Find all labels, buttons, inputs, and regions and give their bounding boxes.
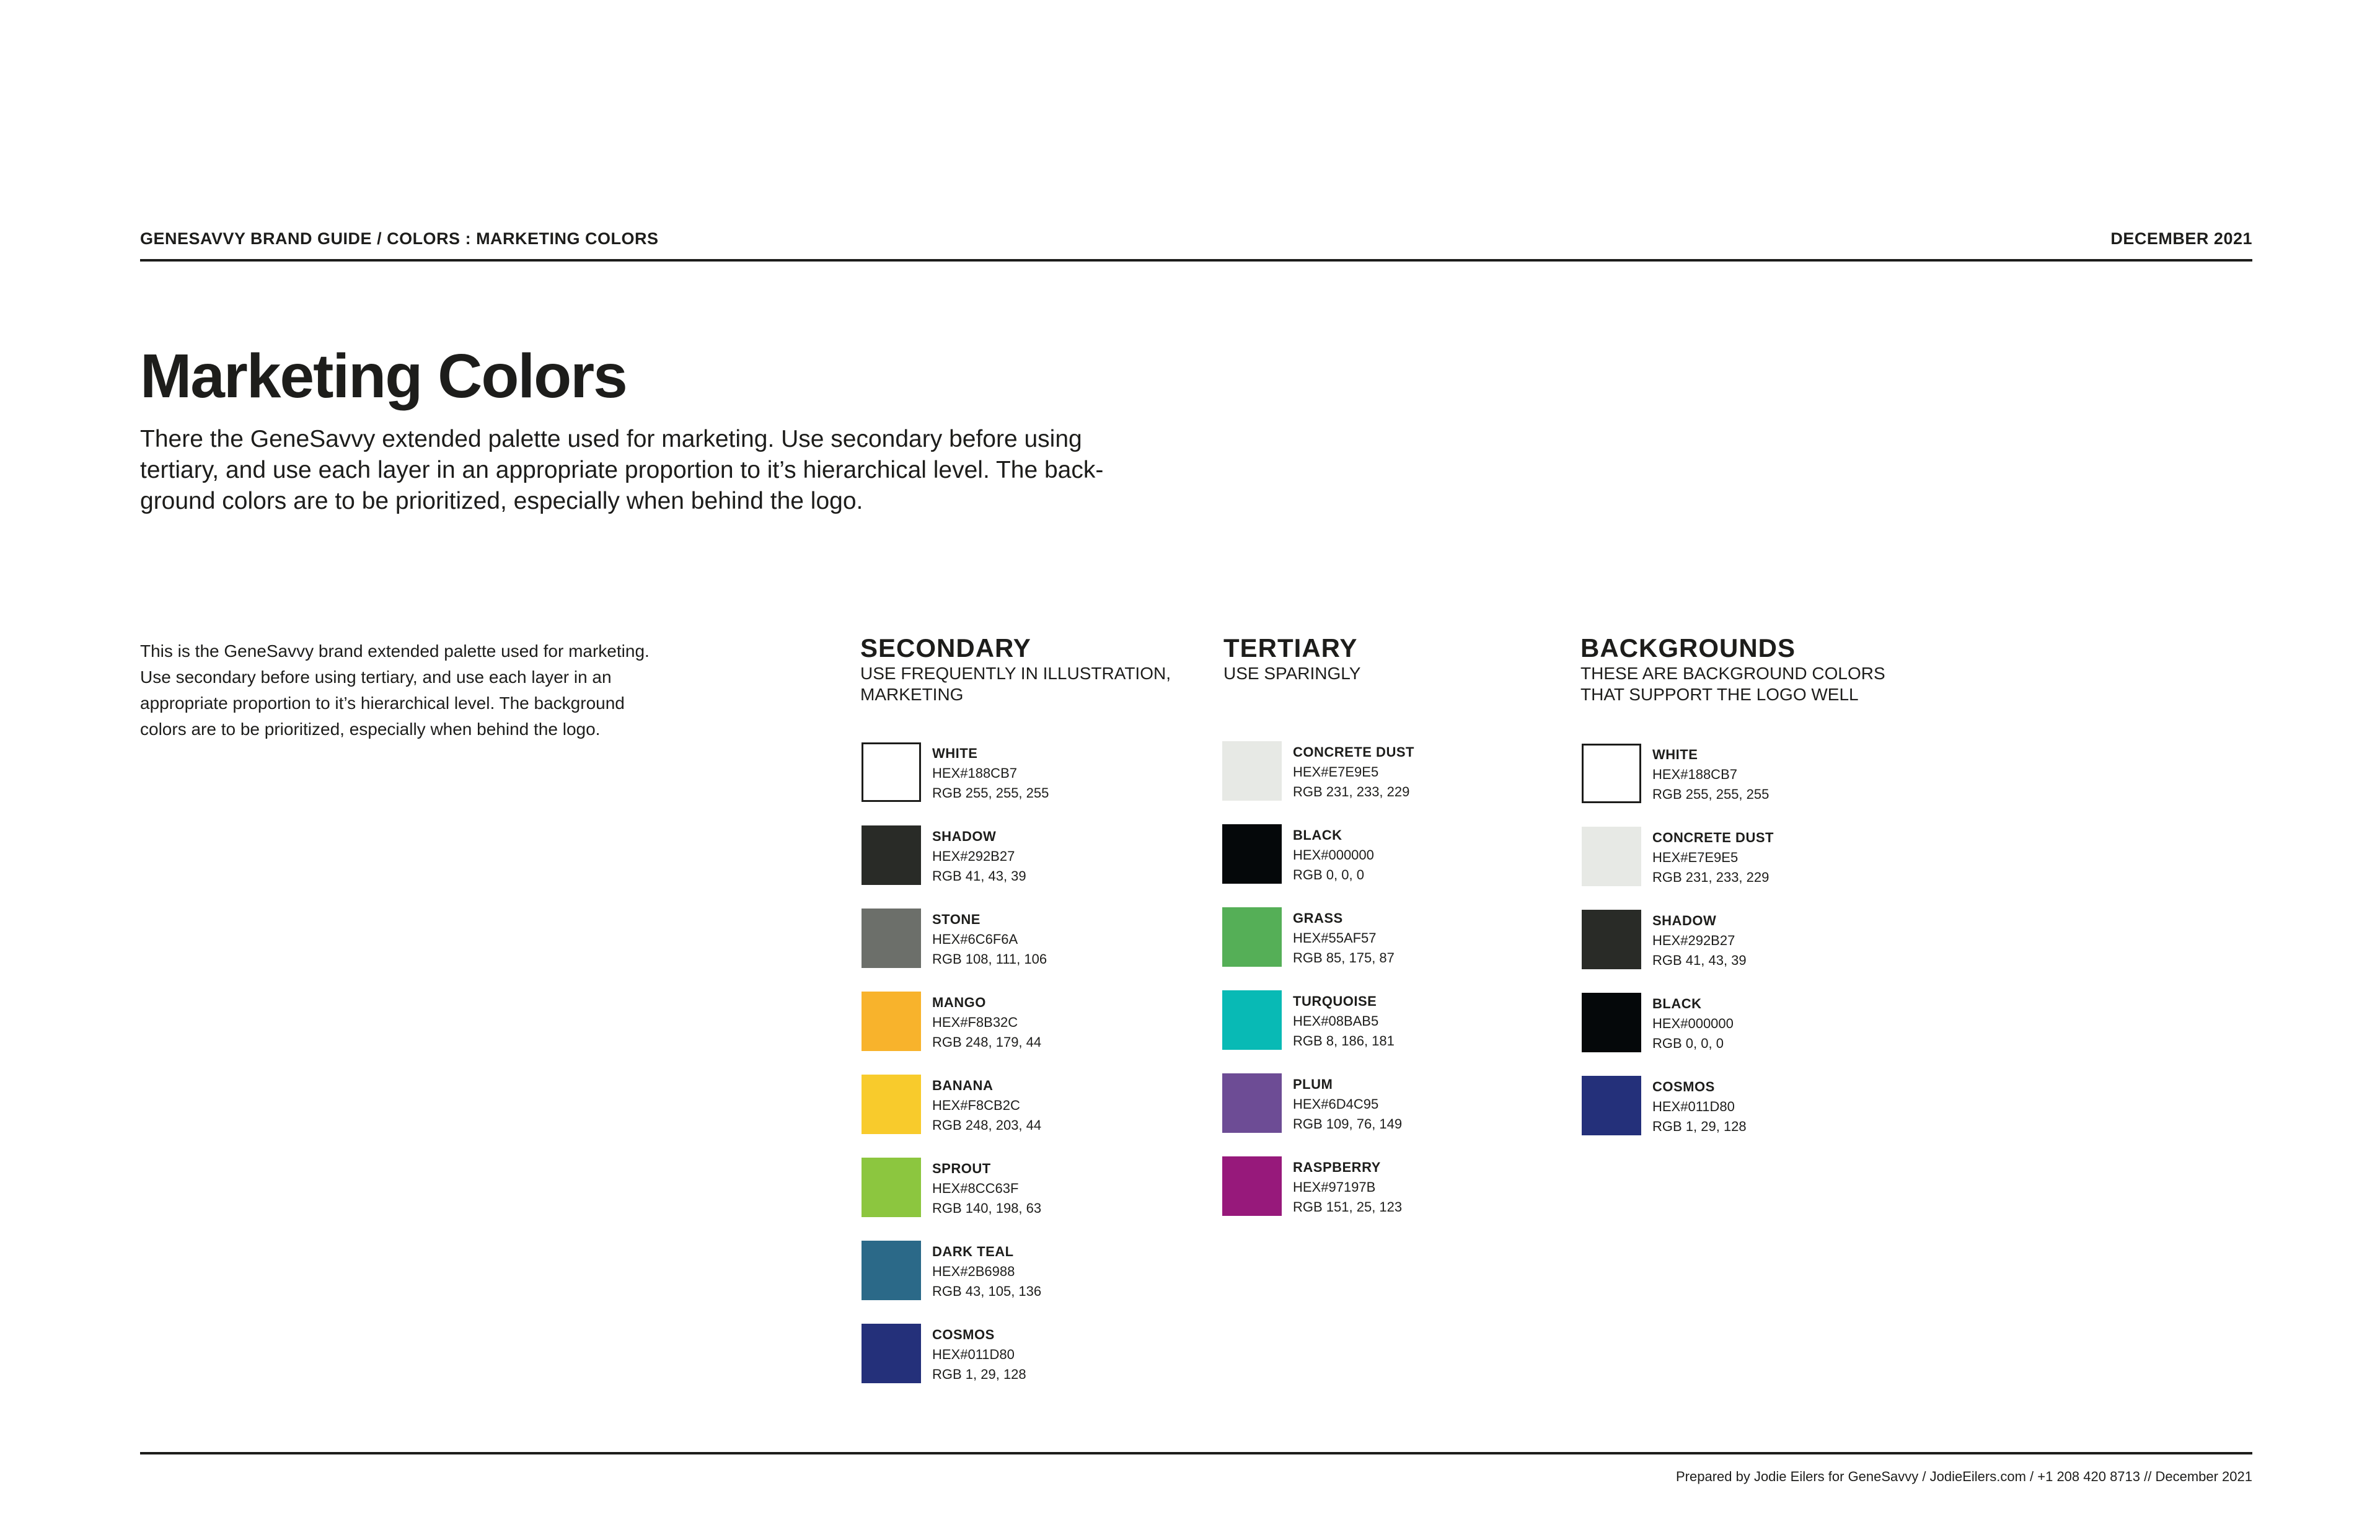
color-swatch-item bbox=[1582, 827, 1929, 889]
color-hex: HEX#08BAB5 bbox=[1293, 1013, 1379, 1029]
color-swatch-item bbox=[1582, 910, 1929, 972]
color-swatch bbox=[862, 1158, 921, 1217]
color-swatch-item bbox=[862, 1075, 1209, 1137]
color-swatch bbox=[862, 742, 921, 802]
color-rgb: RGB 0, 0, 0 bbox=[1293, 867, 1364, 882]
color-name: BANANA bbox=[932, 1078, 994, 1093]
color-swatch bbox=[1582, 1076, 1641, 1135]
color-name: WHITE bbox=[1652, 747, 1698, 762]
color-info bbox=[1293, 1158, 1402, 1217]
group-subtitle: THESE ARE BACKGROUND COLORS bbox=[1580, 664, 1885, 683]
color-name: TURQUOISE bbox=[1293, 993, 1377, 1009]
group-subtitle: MARKETING bbox=[860, 685, 964, 704]
color-info bbox=[932, 993, 1041, 1052]
group-subtitle: THAT SUPPORT THE LOGO WELL bbox=[1580, 685, 1859, 704]
color-rgb: RGB 1, 29, 128 bbox=[932, 1366, 1026, 1382]
color-info bbox=[932, 910, 1047, 969]
color-swatch-item bbox=[862, 825, 1209, 887]
color-info bbox=[932, 1076, 1041, 1135]
backgrounds-group bbox=[1580, 633, 1885, 705]
footer-divider bbox=[140, 1452, 2252, 1454]
color-info bbox=[932, 1242, 1041, 1301]
color-hex: HEX#2B6988 bbox=[932, 1264, 1015, 1279]
color-hex: HEX#188CB7 bbox=[932, 765, 1017, 781]
color-name: MANGO bbox=[932, 995, 986, 1010]
color-swatch-item bbox=[862, 1241, 1209, 1303]
color-rgb: RGB 108, 111, 106 bbox=[932, 951, 1047, 967]
color-rgb: RGB 1, 29, 128 bbox=[1652, 1119, 1747, 1134]
color-rgb: RGB 255, 255, 255 bbox=[932, 785, 1049, 801]
color-name: SHADOW bbox=[1652, 913, 1717, 928]
color-swatch bbox=[1222, 1156, 1282, 1216]
color-name: SPROUT bbox=[932, 1161, 991, 1176]
color-hex: HEX#6D4C95 bbox=[1293, 1096, 1379, 1112]
color-swatch bbox=[862, 1324, 921, 1383]
header-date: DECEMBER 2021 bbox=[2110, 229, 2252, 248]
group-title: TERTIARY bbox=[1223, 633, 1358, 662]
color-swatch-item bbox=[1582, 993, 1929, 1055]
color-swatch bbox=[1222, 741, 1282, 801]
color-swatch bbox=[862, 909, 921, 968]
color-name: DARK TEAL bbox=[932, 1244, 1014, 1259]
color-swatch-item bbox=[1582, 744, 1929, 806]
color-swatch-item bbox=[862, 1158, 1209, 1220]
color-rgb: RGB 231, 233, 229 bbox=[1293, 784, 1410, 799]
color-swatch-item bbox=[1222, 824, 1569, 886]
color-swatch bbox=[1582, 827, 1641, 886]
color-rgb: RGB 41, 43, 39 bbox=[932, 868, 1026, 884]
color-name: GRASS bbox=[1293, 910, 1343, 926]
color-info bbox=[1652, 745, 1769, 804]
color-name: BLACK bbox=[1293, 827, 1342, 843]
color-name: BLACK bbox=[1652, 996, 1702, 1011]
color-hex: HEX#55AF57 bbox=[1293, 930, 1377, 946]
color-name: WHITE bbox=[932, 746, 978, 761]
color-name: CONCRETE DUST bbox=[1293, 744, 1414, 760]
color-rgb: RGB 248, 179, 44 bbox=[932, 1034, 1042, 1050]
color-info bbox=[932, 1159, 1041, 1218]
color-rgb: RGB 85, 175, 87 bbox=[1293, 950, 1395, 966]
color-name: RASPBERRY bbox=[1293, 1159, 1381, 1175]
color-swatch-item bbox=[862, 742, 1209, 804]
color-info bbox=[1293, 825, 1374, 885]
color-swatch bbox=[1222, 990, 1282, 1050]
color-hex: HEX#F8CB2C bbox=[932, 1098, 1020, 1113]
color-name: COSMOS bbox=[932, 1327, 995, 1342]
color-hex: HEX#292B27 bbox=[1652, 933, 1735, 948]
color-hex: HEX#8CC63F bbox=[932, 1181, 1019, 1196]
color-info bbox=[1293, 742, 1414, 802]
color-hex: HEX#011D80 bbox=[932, 1347, 1015, 1362]
color-hex: HEX#000000 bbox=[1293, 847, 1374, 863]
color-info bbox=[1652, 828, 1774, 887]
color-hex: HEX#97197B bbox=[1293, 1179, 1376, 1195]
color-swatch-item bbox=[1222, 907, 1569, 969]
color-info bbox=[1652, 1077, 1747, 1137]
header-divider bbox=[140, 259, 2252, 262]
color-name: COSMOS bbox=[1652, 1079, 1715, 1094]
color-name: CONCRETE DUST bbox=[1652, 830, 1774, 845]
color-rgb: RGB 140, 198, 63 bbox=[932, 1200, 1042, 1216]
breadcrumb: GENESAVVY BRAND GUIDE / COLORS : MARKETING COLORS bbox=[140, 229, 659, 248]
color-swatch-item bbox=[1222, 1073, 1569, 1135]
color-hex: HEX#6C6F6A bbox=[932, 931, 1018, 947]
color-rgb: RGB 8, 186, 181 bbox=[1293, 1033, 1395, 1049]
color-swatch bbox=[1582, 910, 1641, 969]
color-rgb: RGB 0, 0, 0 bbox=[1652, 1036, 1724, 1051]
side-note: This is the GeneSavvy brand extended palette used for marketing. Use secondary before using tertiary, and use each layer in an appropriate proportion to it’s hierarchical level. The background colors are to be prioritized, especially when behind the logo. bbox=[140, 641, 650, 739]
group-title: SECONDARY bbox=[860, 633, 1031, 662]
group-title: BACKGROUNDS bbox=[1580, 633, 1796, 662]
color-swatch bbox=[862, 1241, 921, 1300]
color-rgb: RGB 255, 255, 255 bbox=[1652, 786, 1770, 802]
group-subtitle: USE SPARINGLY bbox=[1223, 664, 1361, 683]
tertiary-group bbox=[1223, 633, 1360, 684]
color-info bbox=[1293, 992, 1395, 1051]
color-swatch-item bbox=[1222, 990, 1569, 1052]
color-swatch bbox=[1222, 907, 1282, 967]
color-swatch bbox=[862, 992, 921, 1051]
intro-paragraph: There the GeneSavvy extended palette used for marketing. Use secondary before using tertiary, and use each layer in an appropriate proportion to it’s hierarchical level. The back-ground colors are to be prioritized, especially when behind the logo. bbox=[140, 426, 1104, 514]
color-swatch-item bbox=[862, 909, 1209, 970]
color-info bbox=[932, 1325, 1026, 1384]
color-swatch-item bbox=[1222, 741, 1569, 803]
color-name: PLUM bbox=[1293, 1076, 1333, 1092]
color-hex: HEX#292B27 bbox=[932, 848, 1015, 864]
color-swatch-item bbox=[862, 1324, 1209, 1386]
color-info bbox=[932, 827, 1026, 886]
color-hex: HEX#011D80 bbox=[1652, 1099, 1735, 1114]
page-header bbox=[140, 229, 2252, 262]
color-info bbox=[1652, 994, 1734, 1054]
color-rgb: RGB 109, 76, 149 bbox=[1293, 1116, 1403, 1132]
color-info bbox=[932, 744, 1049, 803]
group-subtitle: USE FREQUENTLY IN ILLUSTRATION, bbox=[860, 664, 1171, 683]
footer-credit: Prepared by Jodie Eilers for GeneSavvy / JodieEilers.com / +1 208 420 8713 // December 2021 bbox=[1675, 1469, 2252, 1484]
color-rgb: RGB 248, 203, 44 bbox=[932, 1117, 1042, 1133]
color-info bbox=[1293, 1075, 1402, 1134]
color-name: STONE bbox=[932, 912, 981, 927]
color-rgb: RGB 231, 233, 229 bbox=[1652, 869, 1770, 885]
color-swatch-item bbox=[1582, 1076, 1929, 1138]
color-info bbox=[1652, 911, 1747, 970]
color-swatch bbox=[1582, 744, 1641, 803]
color-swatch bbox=[1582, 993, 1641, 1052]
color-swatch bbox=[862, 1075, 921, 1134]
secondary-group bbox=[860, 633, 1171, 705]
color-rgb: RGB 41, 43, 39 bbox=[1652, 953, 1747, 968]
color-swatch-item bbox=[1222, 1156, 1569, 1218]
color-rgb: RGB 43, 105, 136 bbox=[932, 1283, 1042, 1299]
color-hex: HEX#E7E9E5 bbox=[1293, 764, 1379, 780]
color-hex: HEX#E7E9E5 bbox=[1652, 850, 1739, 865]
color-hex: HEX#F8B32C bbox=[932, 1014, 1018, 1030]
color-name: SHADOW bbox=[932, 829, 997, 844]
color-rgb: RGB 151, 25, 123 bbox=[1293, 1199, 1403, 1215]
color-hex: HEX#000000 bbox=[1652, 1016, 1734, 1031]
color-swatch bbox=[1222, 824, 1282, 884]
color-hex: HEX#188CB7 bbox=[1652, 767, 1737, 782]
color-info bbox=[1293, 909, 1395, 968]
page-title: Marketing Colors bbox=[140, 341, 627, 411]
color-swatch bbox=[1222, 1073, 1282, 1133]
color-swatch bbox=[862, 825, 921, 885]
color-swatch-item bbox=[862, 992, 1209, 1054]
